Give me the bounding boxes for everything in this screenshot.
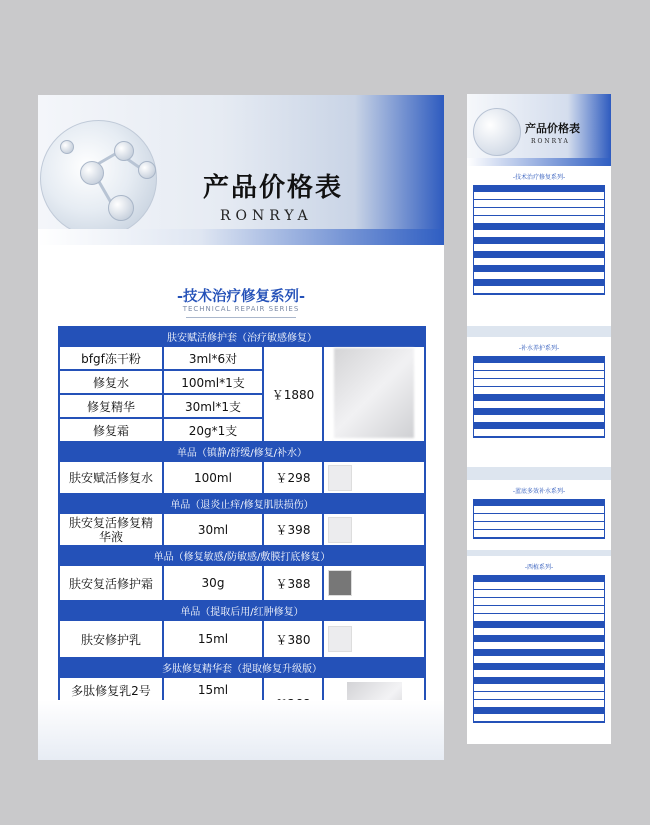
product-thumb	[323, 565, 425, 601]
item-spec: 30ml*1支	[163, 394, 263, 418]
item-name: 修复水	[59, 370, 163, 394]
mini-row	[474, 258, 604, 266]
band-single3: 单品（修复敏感/防敏感/敷膜打底修复）	[59, 546, 425, 565]
item-spec: 3ml*6对	[163, 346, 263, 370]
mini-row	[474, 286, 604, 294]
mini-row	[474, 692, 604, 700]
band-set1: 肤安赋活修护套（治疗敏感修复）	[59, 327, 425, 346]
main-price-poster	[38, 95, 444, 760]
mini-row	[474, 684, 604, 692]
item-name: 肤安复活修护霜	[59, 565, 163, 601]
mini-table	[473, 185, 605, 295]
mini-row	[474, 628, 604, 636]
mini-row	[474, 606, 604, 614]
mini-row	[474, 522, 604, 530]
bottle-icon	[328, 465, 352, 491]
item-spec: 15ml	[163, 620, 263, 658]
band-single1: 单品（镇静/舒缓/修复/补水）	[59, 442, 425, 461]
mini-row	[474, 530, 604, 538]
bottle-icon	[328, 517, 352, 543]
item-spec: 100ml*1支	[163, 370, 263, 394]
mini-row	[474, 272, 604, 280]
item-name: 肤安赋活修复水	[59, 461, 163, 494]
mini-table	[473, 499, 605, 539]
molecule-atom-icon	[138, 161, 156, 179]
series-subtitle: TECHNICAL REPAIR SERIES	[182, 305, 300, 313]
item-spec: 15ml	[163, 677, 263, 703]
footer-gradient	[38, 700, 444, 760]
mini-table	[473, 575, 605, 723]
item-price: ￥398	[263, 513, 323, 546]
mini-row	[474, 379, 604, 387]
mini-row	[474, 506, 604, 514]
series-divider	[186, 317, 296, 318]
mini-row	[474, 514, 604, 522]
molecule-atom-icon	[108, 195, 134, 221]
item-price: ￥388	[263, 565, 323, 601]
mini-row	[474, 401, 604, 409]
mini-table	[473, 356, 605, 438]
jar-icon	[328, 570, 352, 596]
item-price: ￥298	[263, 461, 323, 494]
brand-logo: RONRYA	[220, 208, 313, 224]
product-thumb	[323, 620, 425, 658]
item-name: 肤安复活修复精华液	[59, 513, 163, 546]
side-panel-title: -补水养护系列-	[518, 345, 560, 352]
mini-row	[474, 230, 604, 238]
mini-row	[474, 590, 604, 598]
item-name: 肤安修护乳	[59, 620, 163, 658]
band-single4: 单品（提取后用/红肿修复）	[59, 601, 425, 620]
mini-row	[474, 714, 604, 722]
item-name: 修复霜	[59, 418, 163, 442]
mini-row	[474, 670, 604, 678]
item-name: bfgf冻干粉	[59, 346, 163, 370]
side-panel-2	[467, 337, 611, 467]
molecule-atom-icon	[80, 161, 104, 185]
band-single2: 单品（退炎止痒/修复肌肤损伤）	[59, 494, 425, 513]
header-band	[38, 229, 444, 245]
mini-row	[474, 200, 604, 208]
item-spec: 20g*1支	[163, 418, 263, 442]
header-banner	[38, 95, 444, 245]
bottle-icon	[328, 626, 352, 652]
mini-row	[474, 642, 604, 650]
mini-row	[474, 192, 604, 200]
item-name: 修复精华	[59, 394, 163, 418]
side-panel-3	[467, 480, 611, 550]
side-price-poster	[467, 94, 611, 744]
item-spec: 100ml	[163, 461, 263, 494]
product-thumb	[323, 461, 425, 494]
blurred-product-image	[334, 348, 414, 438]
mini-row	[474, 415, 604, 423]
molecule-atom-icon	[114, 141, 134, 161]
side-title: 产品价格表	[525, 122, 580, 135]
side-panel-title: -蓝底多效补水系列-	[512, 488, 566, 495]
mini-row	[474, 700, 604, 708]
item-spec: 30ml	[163, 513, 263, 546]
mini-row	[474, 598, 604, 606]
mini-row	[474, 582, 604, 590]
item-price: ￥380	[263, 620, 323, 658]
price-table	[58, 326, 426, 730]
mini-row	[474, 387, 604, 395]
mini-row	[474, 363, 604, 371]
side-panel-4	[467, 556, 611, 744]
product-thumb	[323, 513, 425, 546]
side-header-band	[467, 158, 611, 166]
item-price: ￥1880	[263, 346, 323, 442]
side-panel-title: -技术治疗修复系列-	[512, 174, 566, 181]
page-title: 产品价格表	[203, 173, 344, 203]
product-image	[323, 346, 425, 442]
item-spec: 30g	[163, 565, 263, 601]
side-panel-title: -西植系列-	[524, 564, 554, 571]
molecule-atom-icon	[60, 140, 74, 154]
mini-row	[474, 208, 604, 216]
side-brand: RONRYA	[531, 138, 570, 145]
series-title: -技术治疗修复系列-	[176, 289, 306, 305]
mini-row	[474, 244, 604, 252]
item-name: 多肽修复乳2号	[59, 677, 163, 703]
mini-row	[474, 216, 604, 224]
side-header	[467, 94, 611, 166]
mini-row	[474, 371, 604, 379]
mini-row	[474, 429, 604, 437]
molecule-bubble-icon	[473, 108, 521, 156]
side-panel-1	[467, 166, 611, 326]
mini-row	[474, 656, 604, 664]
mini-row	[474, 614, 604, 622]
band-set2: 多肽修复精华套（提取修复升级版）	[59, 658, 425, 677]
